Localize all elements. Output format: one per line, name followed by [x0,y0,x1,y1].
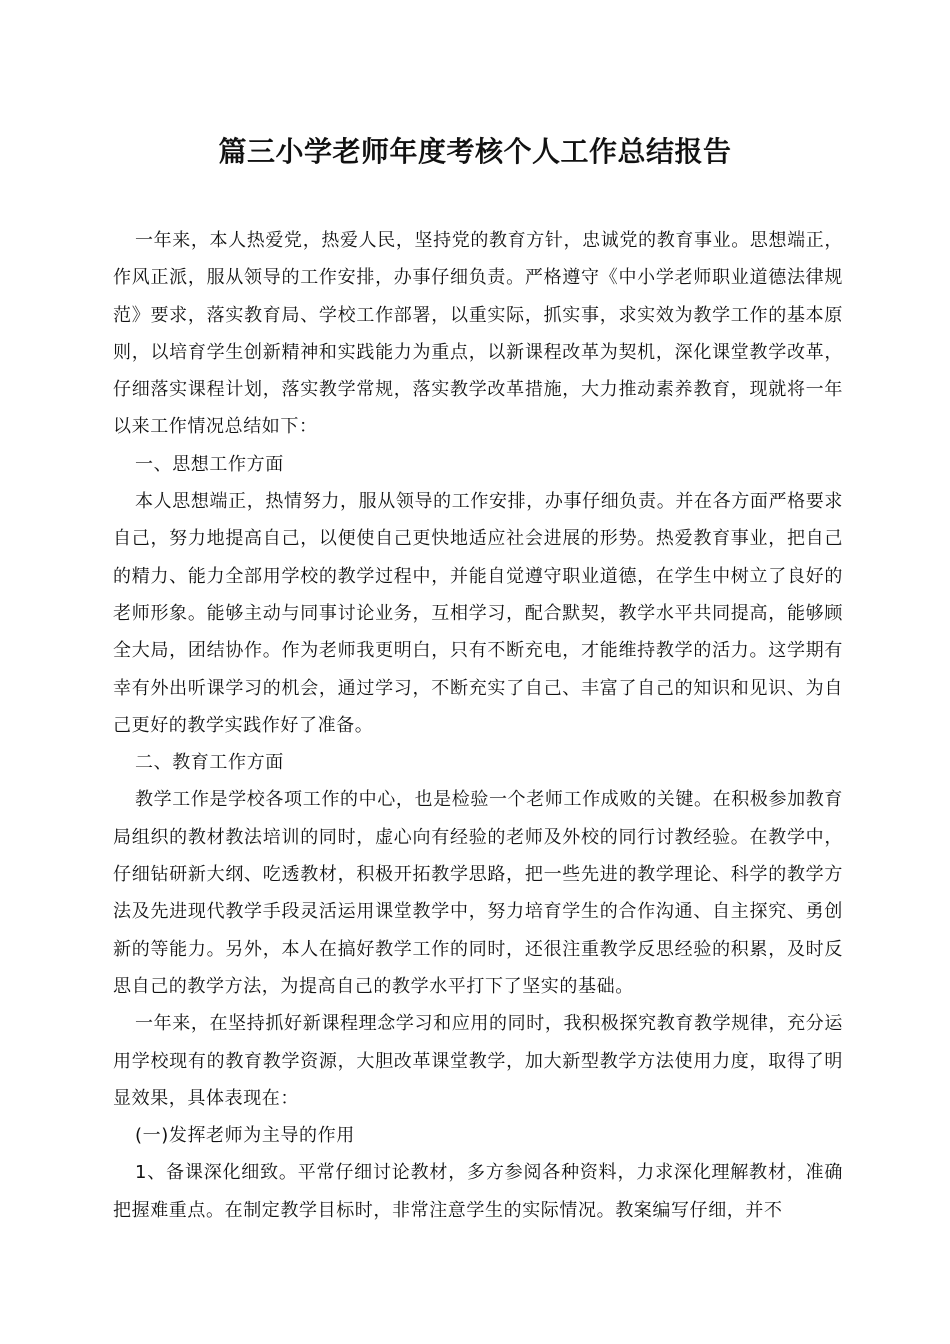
document-title: 篇三小学老师年度考核个人工作总结报告 [218,135,732,168]
intro-paragraph: 一年来，本人热爱党，热爱人民，坚持党的教育方针，忠诚党的教育事业。思想端正，作风正派，服从领导的工作安排，办事仔细负责。严格遵守《中小学老师职业道德法律规范》要求，落实教育局、学校工作部署，以重实际，抓实事，求实效为教学工作的基本原则，以培育学生创新精神和实践能力为重点，以新课程改革为契机，深化课堂教学改革，仔细落实课程计划，落实教学常规，落实教学改革措施，大力推动素养教育，现就将一年以来工作情况总结如下： [113,230,843,438]
lesson-prep-paragraph: 1、备课深化细致。平常仔细讨论教材，多方参阅各种资料，力求深化理解教材，准确把握难重点。在制定教学目标时，非常注意学生的实际情况。教案编写仔细，并不 [113,1162,843,1221]
thought-paragraph: 本人思想端正，热情努力，服从领导的工作安排，办事仔细负责。并在各方面严格要求自己，努力地提高自己，以便使自己更快地适应社会进展的形势。热爱教育事业，把自己的精力、能力全部用学校的教学过程中，并能自觉遵守职业道德，在学生中树立了良好的老师形象。能够主动与同事讨论业务，互相学习，配合默契，教学水平共同提高，能够顾全大局，团结协作。作为老师我更明白，只有不断充电，才能维持教学的活力。这学期有幸有外出听课学习的机会，通过学习，不断充实了自己、丰富了自己的知识和见识、为自己更好的教学实践作好了准备。 [113,491,843,736]
education-paragraph: 教学工作是学校各项工作的中心，也是检验一个老师工作成败的关键。在积极参加教育局组织的教材教法培训的同时，虚心向有经验的老师及外校的同行讨教经验。在教学中，仔细钻研新大纲、吃透教材，积极开拓教学思路，把一些先进的教学理论、科学的教学方法及先进现代教学手段灵活运用课堂教学中，努力培育学生的合作沟通、自主探究、勇创新的等能力。另外，本人在搞好教学工作的同时，还很注重教学反思经验的积累，及时反思自己的教学方法，为提高自己的教学水平打下了坚实的基础。 [113,789,843,997]
reform-paragraph: 一年来，在坚持抓好新课程理念学习和应用的同时，我积极探究教育教学规律，充分运用学校现有的教育教学资源，大胆改革课堂教学，加大新型教学方法使用力度，取得了明显效果，具体表现在： [113,1013,843,1109]
subsection-heading-teacher-role: (一)发挥老师为主导的作用 [135,1125,355,1147]
section-heading-education: 二、教育工作方面 [135,752,284,774]
document-body [113,222,843,1229]
section-heading-thought: 一、思想工作方面 [135,453,284,475]
